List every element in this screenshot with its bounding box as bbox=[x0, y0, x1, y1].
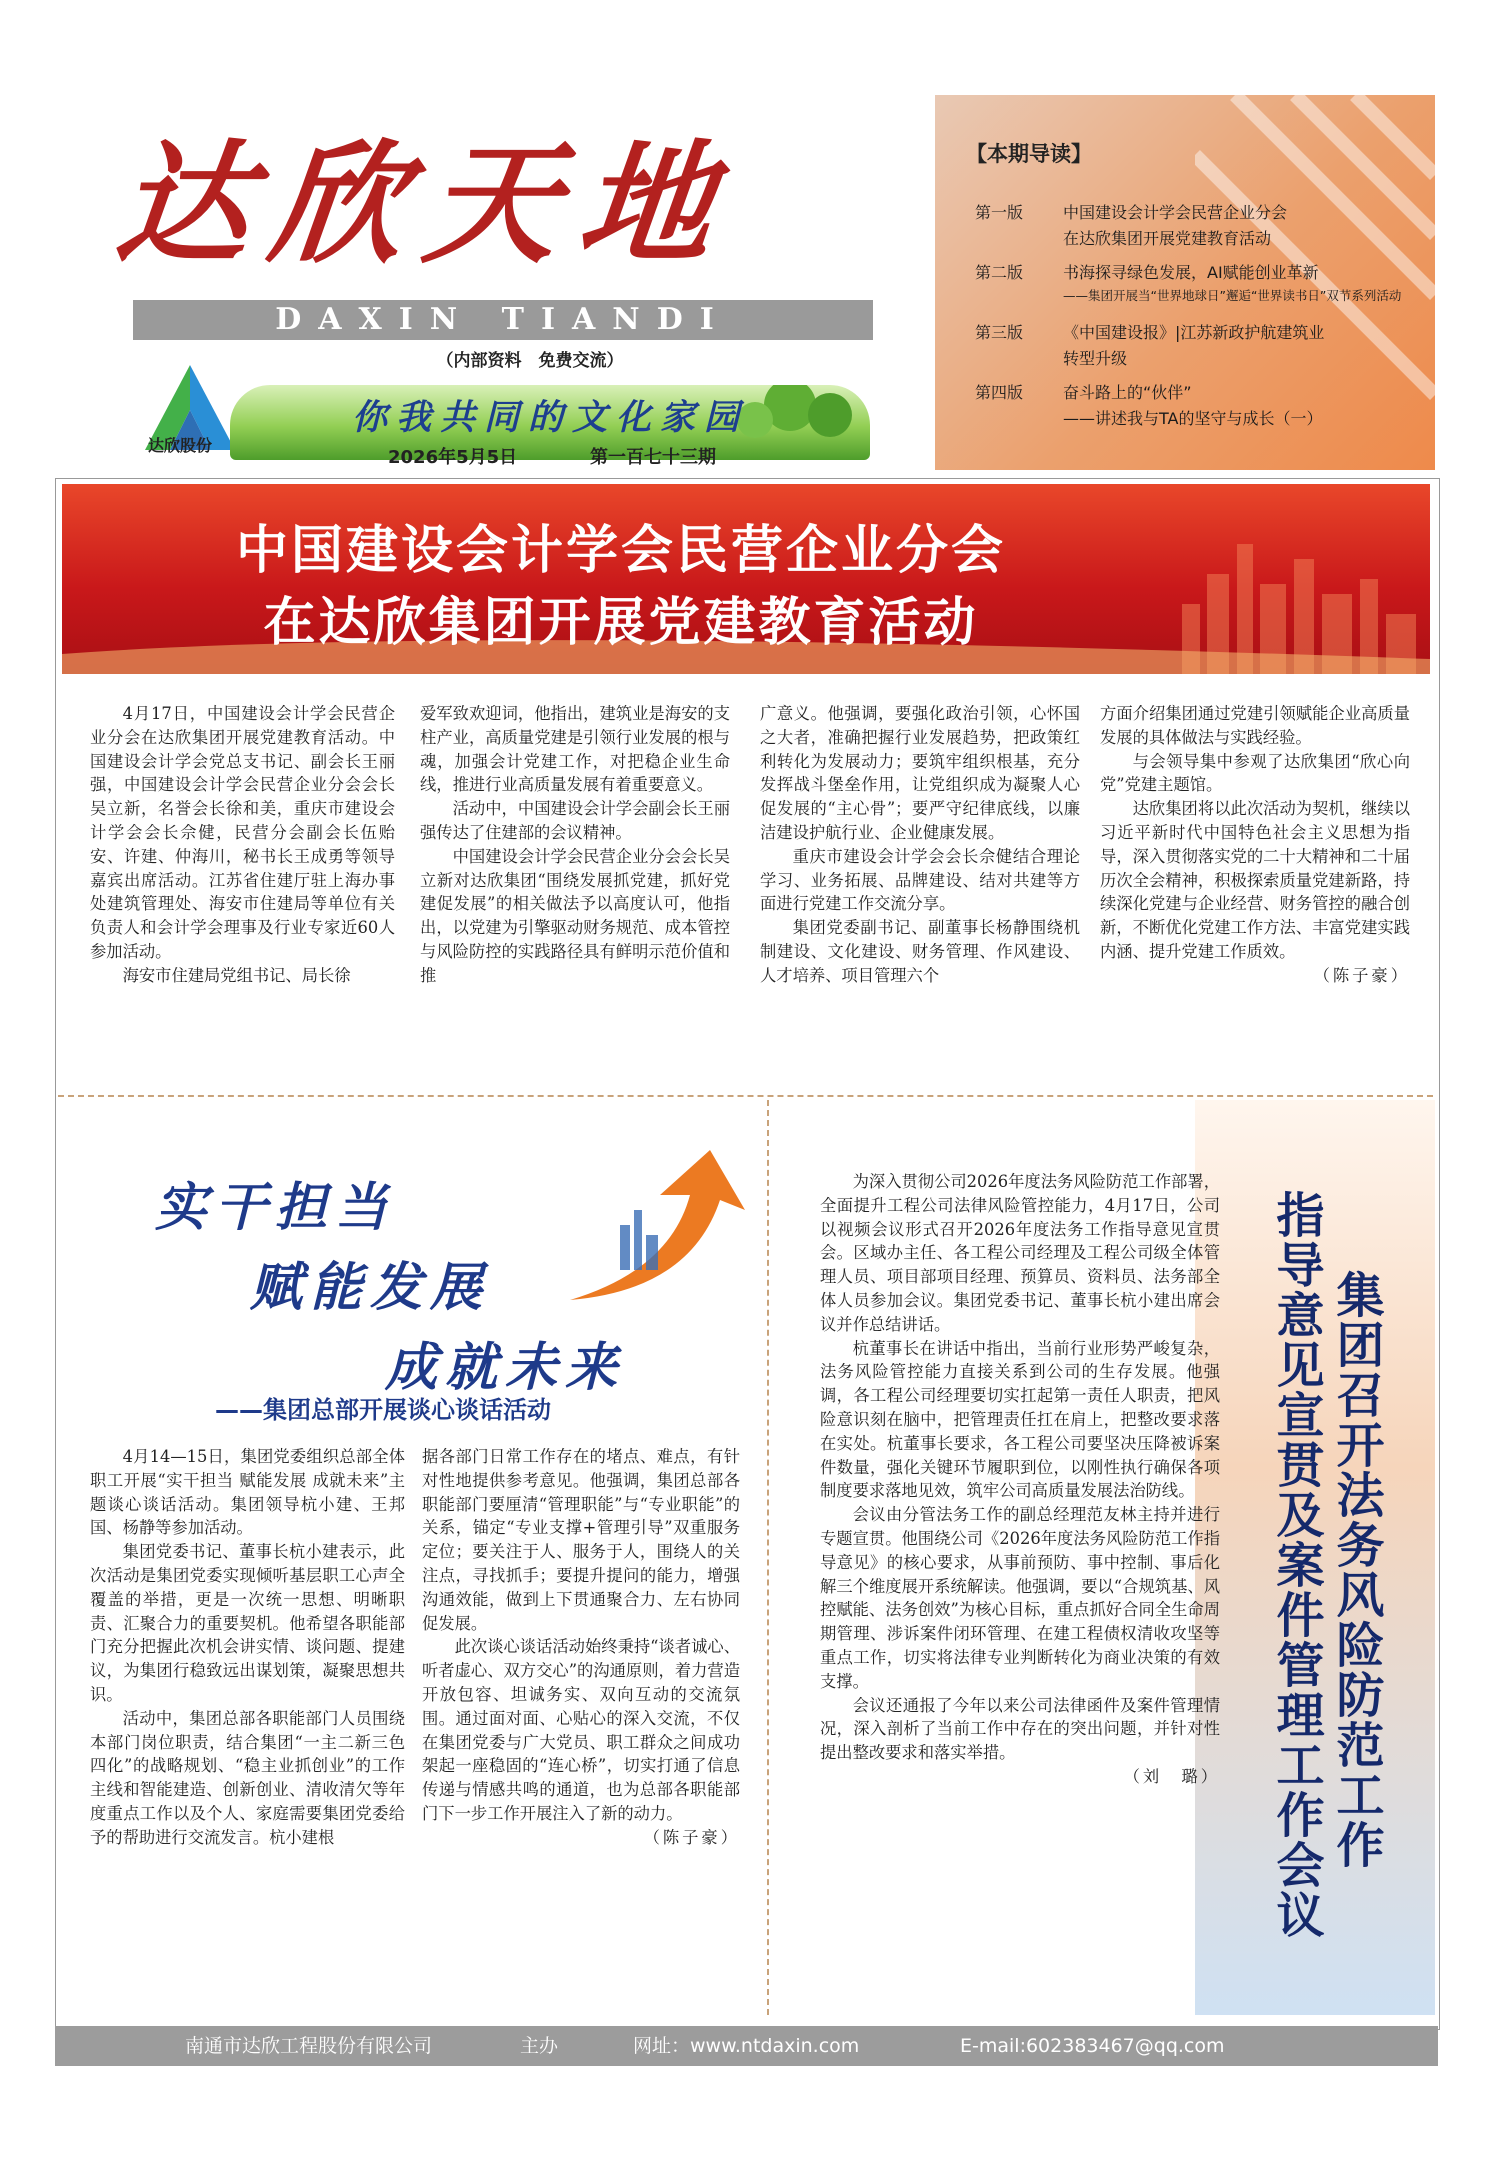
paragraph: 广意义。他强调，要强化政治引领，心怀国之大者，准确把握行业发展趋势，把政策红利转化为发展动力；要筑牢组织根基，充分发挥战斗堡垒作用，让党组织成为凝聚人心促发展的“主心骨”；要严守纪律底线，以廉洁建设护航行业、企业健康发展。 bbox=[760, 704, 1080, 842]
guide-edition: 第三版 bbox=[975, 323, 1024, 342]
article1-col2 bbox=[420, 702, 730, 988]
article2-col2 bbox=[422, 1445, 740, 1850]
footer-website[interactable]: 网址：www.ntdaxin.com bbox=[633, 2035, 860, 2057]
article2-subtitle: ——集团总部开展谈心谈话活动 bbox=[215, 1396, 551, 1424]
article3-title-2: 指导意见宣贯及案件管理工作会议 bbox=[1268, 1190, 1324, 1940]
column-divider bbox=[767, 1100, 769, 2015]
guide-line: 奋斗路上的“伙伴” bbox=[1063, 383, 1192, 402]
article2-col1 bbox=[90, 1445, 405, 1850]
article2-headline-2: 赋能发展 bbox=[250, 1257, 491, 1318]
article2-headline-1: 实干担当 bbox=[155, 1177, 396, 1238]
guide-line: 转型升级 bbox=[1063, 349, 1128, 368]
guide-item-2[interactable] bbox=[975, 260, 1425, 310]
paragraph: 重庆市建设会计学会会长佘健结合理论学习、业务拓展、品牌建设、结对共建等方面进行党建工作交流分享。 bbox=[760, 846, 1080, 914]
paragraph: 中国建设会计学会民营企业分会会长吴立新对达欣集团“围绕发展抓党建，抓好党建促发展”的相关做法予以高度认可，他指出，以党建为引擎驱动财务规范、成本管控与风险防控的实践路径具有鲜明示范价值和推 bbox=[420, 846, 730, 985]
footer-role: 主办 bbox=[520, 2035, 559, 2057]
paragraph: 为深入贯彻公司2026年度法务风险防范工作部署，全面提升工程公司法律风险管控能力，4月17日，公司以视频会议形式召开2026年度法务工作指导意见宣贯会。区域办主任、各工程公司经理及工程公司级全体管理人员、项目部项目经理、预算员、资料员、法务部全体人员参加会议。集团党委书记、董事长杭小建出席会议并作总结讲话。 bbox=[820, 1172, 1220, 1334]
article3-col1 bbox=[820, 1170, 1220, 1789]
paragraph: 方面介绍集团通过党建引领赋能企业高质量发展的具体做法与实践经验。 bbox=[1100, 704, 1410, 747]
guide-item-3[interactable] bbox=[975, 320, 1425, 370]
footer-publisher: 南通市达欣工程股份有限公司 bbox=[185, 2035, 433, 2057]
paragraph: 达欣集团将以此次活动为契机，继续以习近平新时代中国特色社会主义思想为指导，深入贯彻落实党的二十大精神和二十届历次全会精神，积极探索质量党建新路，持续深化党建与企业经营、财务管控的融合创新，不断优化党建工作方法、丰富党建实践内涵、提升党建工作质效。 bbox=[1100, 799, 1410, 961]
logo-text: 达欣股份 bbox=[147, 436, 212, 455]
article1-col4 bbox=[1100, 702, 1410, 988]
guide-item-4[interactable] bbox=[975, 380, 1425, 430]
internal-note: （内部资料 免费交流） bbox=[436, 351, 624, 371]
paragraph: 此次谈心谈话活动始终秉持“谈者诚心、听者虚心、双方交心”的沟通原则，着力营造开放包容、坦诚务实、双向互动的交流氛围。通过面对面、心贴心的深入交流，不仅在集团党委与广大党员、职工群众之间成功架起一座稳固的“连心桥”，切实打通了信息传递与情感共鸣的通道，也为总部各职能部门下一步工作开展注入了新的动力。 bbox=[422, 1637, 740, 1823]
issue-number: 第一百七十三期 bbox=[590, 447, 716, 468]
paragraph: 爱军致欢迎词，他指出，建筑业是海安的支柱产业，高质量党建是引领行业发展的根与魂，加强会计党建工作，对把稳企业生命线，推进行业高质量发展有着重要意义。 bbox=[420, 704, 730, 795]
guide-title: 【本期导读】 bbox=[966, 142, 1092, 166]
guide-edition: 第一版 bbox=[975, 203, 1024, 222]
guide-edition: 第四版 bbox=[975, 383, 1024, 402]
guide-line: 书海探寻绿色发展，AI赋能创业革新 bbox=[1063, 263, 1319, 282]
article1-col3 bbox=[760, 702, 1080, 988]
article3-title-1: 集团召开法务风险防范工作 bbox=[1328, 1270, 1384, 1870]
byline: （陈子豪） bbox=[643, 1827, 740, 1847]
paragraph: 集团党委副书记、副董事长杨静围绕机制建设、文化建设、财务管理、作风建设、人才培养、项目管理六个 bbox=[760, 918, 1080, 985]
paragraph: 活动中，中国建设会计学会副会长王丽强传达了住建部的会议精神。 bbox=[420, 799, 730, 842]
guide-edition: 第二版 bbox=[975, 263, 1024, 282]
paragraph: 杭董事长在讲话中指出，当前行业形势严峻复杂，法务风险管控能力直接关系到公司的生存发展。他强调，各工程公司经理要切实扛起第一责任人职责，把风险意识刻在脑中，把管理责任扛在肩上，把整改要求落在实处。杭董事长要求，各工程公司要坚决压降被诉案件数量，强化关键环节履职到位，以刚性执行确保各项制度要求落地见效，筑牢公司高质量发展法治防线。 bbox=[820, 1338, 1220, 1501]
issue-date: 2026年5月5日 bbox=[388, 447, 518, 468]
byline: （陈子豪） bbox=[1313, 965, 1410, 985]
guide-item-1[interactable] bbox=[975, 200, 1425, 250]
masthead-pinyin: DAXIN TIANDI bbox=[275, 302, 731, 337]
paragraph: 活动中，集团总部各职能部门人员围绕本部门岗位职责，结合集团“一主二新三色四化”的战略规划、“稳主业抓创业”的工作主线和智能建造、创新创业、清收清欠等年度重点工作以及个人、家庭需要集团党委给予的帮助进行交流发言。杭小建根 bbox=[90, 1708, 405, 1847]
arrow-graphic bbox=[560, 1140, 760, 1310]
paragraph: 4月14—15日，集团党委组织总部全体职工开展“实干担当 赋能发展 成就未来”主题谈心谈话活动。集团领导杭小建、王邦国、杨静等参加活动。 bbox=[90, 1447, 405, 1538]
paragraph: 4月17日，中国建设会计学会民营企业分会在达欣集团开展党建教育活动。中国建设会计学会党总支书记、副会长王丽强，中国建设会计学会民营企业分会会长吴立新，名誉会长徐和美，重庆市建设会计学会会长佘健，民营分会副会长伍贻安、许建、仲海川，秘书长王成勇等领导嘉宾出席活动。江苏省住建厅驻上海办事处建筑管理处、海安市住建局等单位有关负责人和会计学会理事及行业专家近60人参加活动。 bbox=[90, 704, 395, 961]
guide-line: ——讲述我与TA的坚守与成长（一） bbox=[1063, 409, 1323, 428]
byline: （刘 璐） bbox=[1123, 1766, 1220, 1786]
guide-line: 在达欣集团开展党建教育活动 bbox=[1063, 229, 1272, 248]
section-divider bbox=[58, 1095, 1433, 1097]
guide-line: 中国建设会计学会民营企业分会 bbox=[1063, 203, 1288, 222]
slogan: 你我共同的文化家园 bbox=[351, 397, 748, 438]
paragraph: 集团党委书记、董事长杭小建表示，此次活动是集团党委实现倾听基层职工心声全覆盖的举措，更是一次统一思想、明晰职责、汇聚合力的重要契机。他希望各职能部门充分把握此次机会讲实情、谈问题、提建议，为集团行稳致远出谋划策，凝聚思想共识。 bbox=[90, 1542, 405, 1704]
guide-line: ——集团开展当“世界地球日”邂逅“世界读书日”双节系列活动 bbox=[1063, 288, 1402, 303]
paragraph: 会议由分管法务工作的副总经理范友林主持并进行专题宣贯。他围绕公司《2026年度法务风险防范工作指导意见》的核心要求，从事前预防、事中控制、事后化解三个维度展开系统解读。他强调，要以“合规筑基、风控赋能、法务创效”为核心目标，重点抓好合同全生命周期管理、涉诉案件闭环管理、在建工程债权清收攻坚等重点工作，切实将法律专业判断转化为商业决策的有效支撑。 bbox=[820, 1505, 1220, 1691]
paragraph: 与会领导集中参观了达欣集团“欣心向党”党建主题馆。 bbox=[1100, 751, 1410, 795]
article1-col1 bbox=[90, 702, 395, 988]
headline-line-2: 在达欣集团开展党建教育活动 bbox=[263, 593, 979, 653]
headline-line-1: 中国建设会计学会民营企业分会 bbox=[235, 521, 1006, 581]
footer-email[interactable]: E-mail:602383467@qq.com bbox=[960, 2035, 1225, 2057]
guide-line: 《中国建设报》|江苏新政护航建筑业 bbox=[1063, 323, 1325, 342]
masthead-title: 达欣天地 bbox=[109, 127, 743, 282]
paragraph: 据各部门日常工作存在的堵点、难点，有针对性地提供参考意见。他强调，集团总部各职能部门要厘清“管理职能”与“专业职能”的关系，锚定“专业支撑+管理引导”双重服务定位；要关注于人、服务于人，围绕人的关注点，寻找抓手；要提升提问的能力，增强沟通效能，做到上下贯通聚合力、左右协同促发展。 bbox=[422, 1447, 740, 1633]
paragraph: 海安市住建局党组书记、局长徐 bbox=[122, 965, 351, 985]
article2-headline-3: 成就未来 bbox=[385, 1337, 626, 1398]
paragraph: 会议还通报了今年以来公司法律函件及案件管理情况，深入剖析了当前工作中存在的突出问题，并针对性提出整改要求和落实举措。 bbox=[820, 1695, 1220, 1763]
